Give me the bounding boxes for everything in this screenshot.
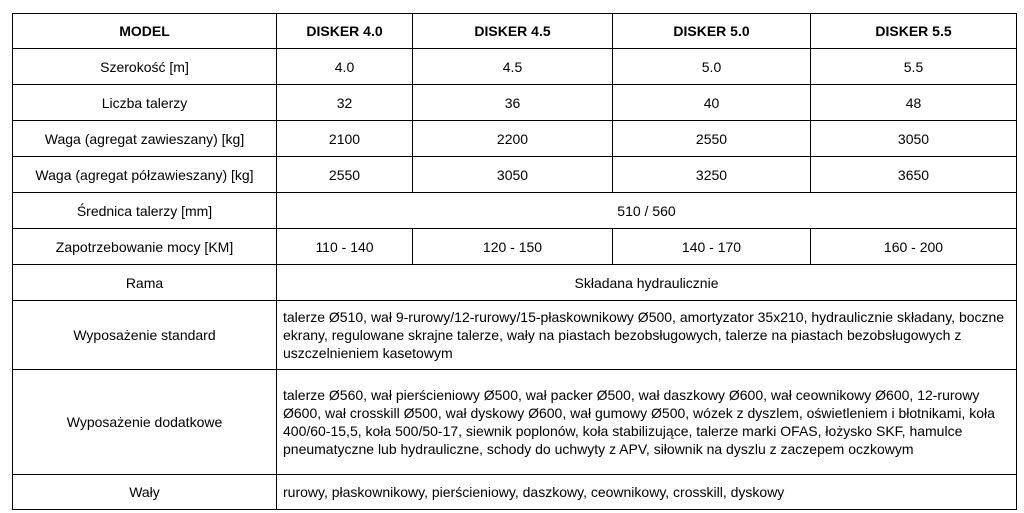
row-label: Waga (agregat półzawieszany) [kg] (13, 157, 277, 193)
table-cell: 3650 (811, 157, 1017, 193)
row-rollers (13, 475, 1017, 510)
table-cell: 5.5 (811, 49, 1017, 85)
table-cell: 5.0 (613, 49, 811, 85)
row-weight-mounted (13, 121, 1017, 157)
table-cell: 3250 (613, 157, 811, 193)
table-cell: talerze Ø560, wał pierścieniowy Ø500, wał packer Ø500, wał daszkowy Ø600, wał ceownikowy Ø600, 12-rurowy Ø600, wał crosskill Ø500, wał dyskowy Ø600, wał gumowy Ø500, wózek z dyszlem, oświetleniem i błotnikami, koła 400/60-15,5, koła 500/50-17, siewnik poplonów, koła stabilizujące, talerze marki OFAS, łożysko SKF, hamulce pneumatyczne lub hydrauliczne, schody do uchwyty z APV, siłownik na dyszlu z zaczepem oczkowym (277, 370, 1017, 475)
row-frame (13, 265, 1017, 301)
table-cell: 110 - 140 (277, 229, 413, 265)
row-label: Rama (13, 265, 277, 301)
table-cell: 4.5 (413, 49, 613, 85)
header-model: MODEL (13, 14, 277, 49)
row-discs (13, 85, 1017, 121)
row-label: Średnica talerzy [mm] (13, 193, 277, 229)
row-label: Zapotrzebowanie mocy [KM] (13, 229, 277, 265)
table-cell: talerze Ø510, wał 9-rurowy/12-rurowy/15-płaskownikowy Ø500, amortyzator 35x210, hydraulicznie składany, boczne ekrany, regulowane skrajne talerze, wały na piastach bezobsługowych, talerze na piastach bezobsługowych z uszczelnieniem kasetowym (277, 301, 1017, 370)
table-cell: 4.0 (277, 49, 413, 85)
header-disker-4-0: DISKER 4.0 (277, 14, 413, 49)
row-label: Wyposażenie dodatkowe (13, 370, 277, 475)
spec-table (12, 13, 1017, 510)
row-label: Szerokość [m] (13, 49, 277, 85)
row-disc-diameter (13, 193, 1017, 229)
table-cell: 160 - 200 (811, 229, 1017, 265)
header-disker-5-0: DISKER 5.0 (613, 14, 811, 49)
table-cell: 2550 (613, 121, 811, 157)
table-cell: 2100 (277, 121, 413, 157)
header-disker-4-5: DISKER 4.5 (413, 14, 613, 49)
row-standard-equipment (13, 301, 1017, 370)
table-cell: 3050 (811, 121, 1017, 157)
header-row (13, 14, 1017, 49)
row-label: Wały (13, 475, 277, 510)
table-cell: 120 - 150 (413, 229, 613, 265)
table-cell: 48 (811, 85, 1017, 121)
table-cell: 2200 (413, 121, 613, 157)
row-label: Waga (agregat zawieszany) [kg] (13, 121, 277, 157)
row-weight-semi (13, 157, 1017, 193)
row-label: Wyposażenie standard (13, 301, 277, 370)
header-disker-5-5: DISKER 5.5 (811, 14, 1017, 49)
row-optional-equipment (13, 370, 1017, 475)
table-cell: 510 / 560 (277, 193, 1017, 229)
table-cell: 40 (613, 85, 811, 121)
table-cell: 36 (413, 85, 613, 121)
row-power (13, 229, 1017, 265)
table-cell: 3050 (413, 157, 613, 193)
table-cell: rurowy, płaskownikowy, pierścieniowy, daszkowy, ceownikowy, crosskill, dyskowy (277, 475, 1017, 510)
table-cell: Składana hydraulicznie (277, 265, 1017, 301)
row-label: Liczba talerzy (13, 85, 277, 121)
row-width (13, 49, 1017, 85)
table-cell: 32 (277, 85, 413, 121)
table-cell: 2550 (277, 157, 413, 193)
table-cell: 140 - 170 (613, 229, 811, 265)
